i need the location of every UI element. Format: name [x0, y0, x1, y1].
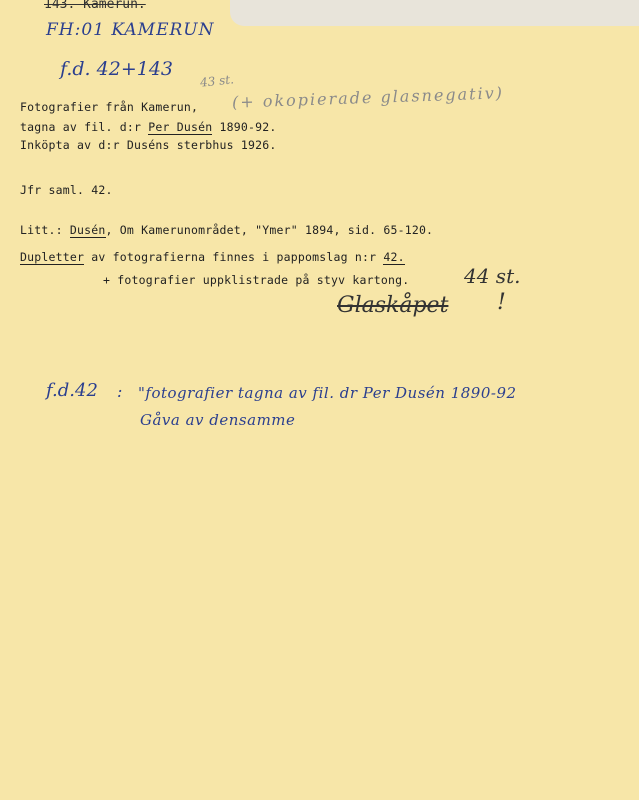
card-tab [230, 0, 639, 26]
dupletter-line [20, 250, 405, 264]
litt-author: Dusén [69, 223, 106, 237]
litt-reference: , Om Kamerunområdet, "Ymer" 1894, sid. 65-120. [105, 223, 434, 237]
photographer-name: Per Dusén [148, 120, 213, 134]
kartong-line: + fotografier uppklistrade på styv kartong. [103, 273, 410, 287]
litt-prefix: Litt.: [20, 223, 70, 237]
gift-note-line-2: Gåva av densamme [140, 411, 296, 429]
litt-line [20, 223, 433, 237]
reference-number: f.d. 42+143 [60, 58, 173, 80]
jfr-line: Jfr saml. 42. [20, 183, 113, 197]
typed-line-3 [20, 138, 276, 152]
count-43-annotation: 43 st. [199, 72, 235, 90]
typed-line-2 [20, 120, 276, 134]
dupletter-word: Dupletter [20, 250, 85, 264]
okopierade-annotation: (+ okopierade glasnegativ) [231, 83, 505, 112]
old-label: 143. Kamerun. [44, 0, 146, 12]
exclamation-mark: ! [497, 290, 506, 315]
typed-line-3-b: s sterbhus 1926. [162, 138, 277, 152]
fd42-annotation: f.d.42 [46, 380, 98, 401]
typed-line-3-a: Inköpta av d:r Dusén [20, 138, 163, 152]
glaskapet-annotation: Glaskåpet [337, 293, 449, 318]
count-44-annotation: 44 st. [464, 264, 521, 288]
dupletter-number: 42. [383, 250, 405, 264]
dupletter-text: av fotografierna finnes i pappomslag n:r [84, 250, 384, 264]
typed-line-1: Fotografier från Kamerun, [20, 100, 199, 114]
gift-note-line-1: "fotografier tagna av fil. dr Per Dusén 1890-92 [138, 384, 517, 402]
collection-stamp: FH:01 KAMERUN [46, 20, 215, 40]
typed-line-2-prefix: tagna av fil. d:r [20, 120, 149, 134]
typed-line-2-dates: 1890-92. [212, 120, 277, 134]
fd42-colon: : [117, 382, 123, 401]
